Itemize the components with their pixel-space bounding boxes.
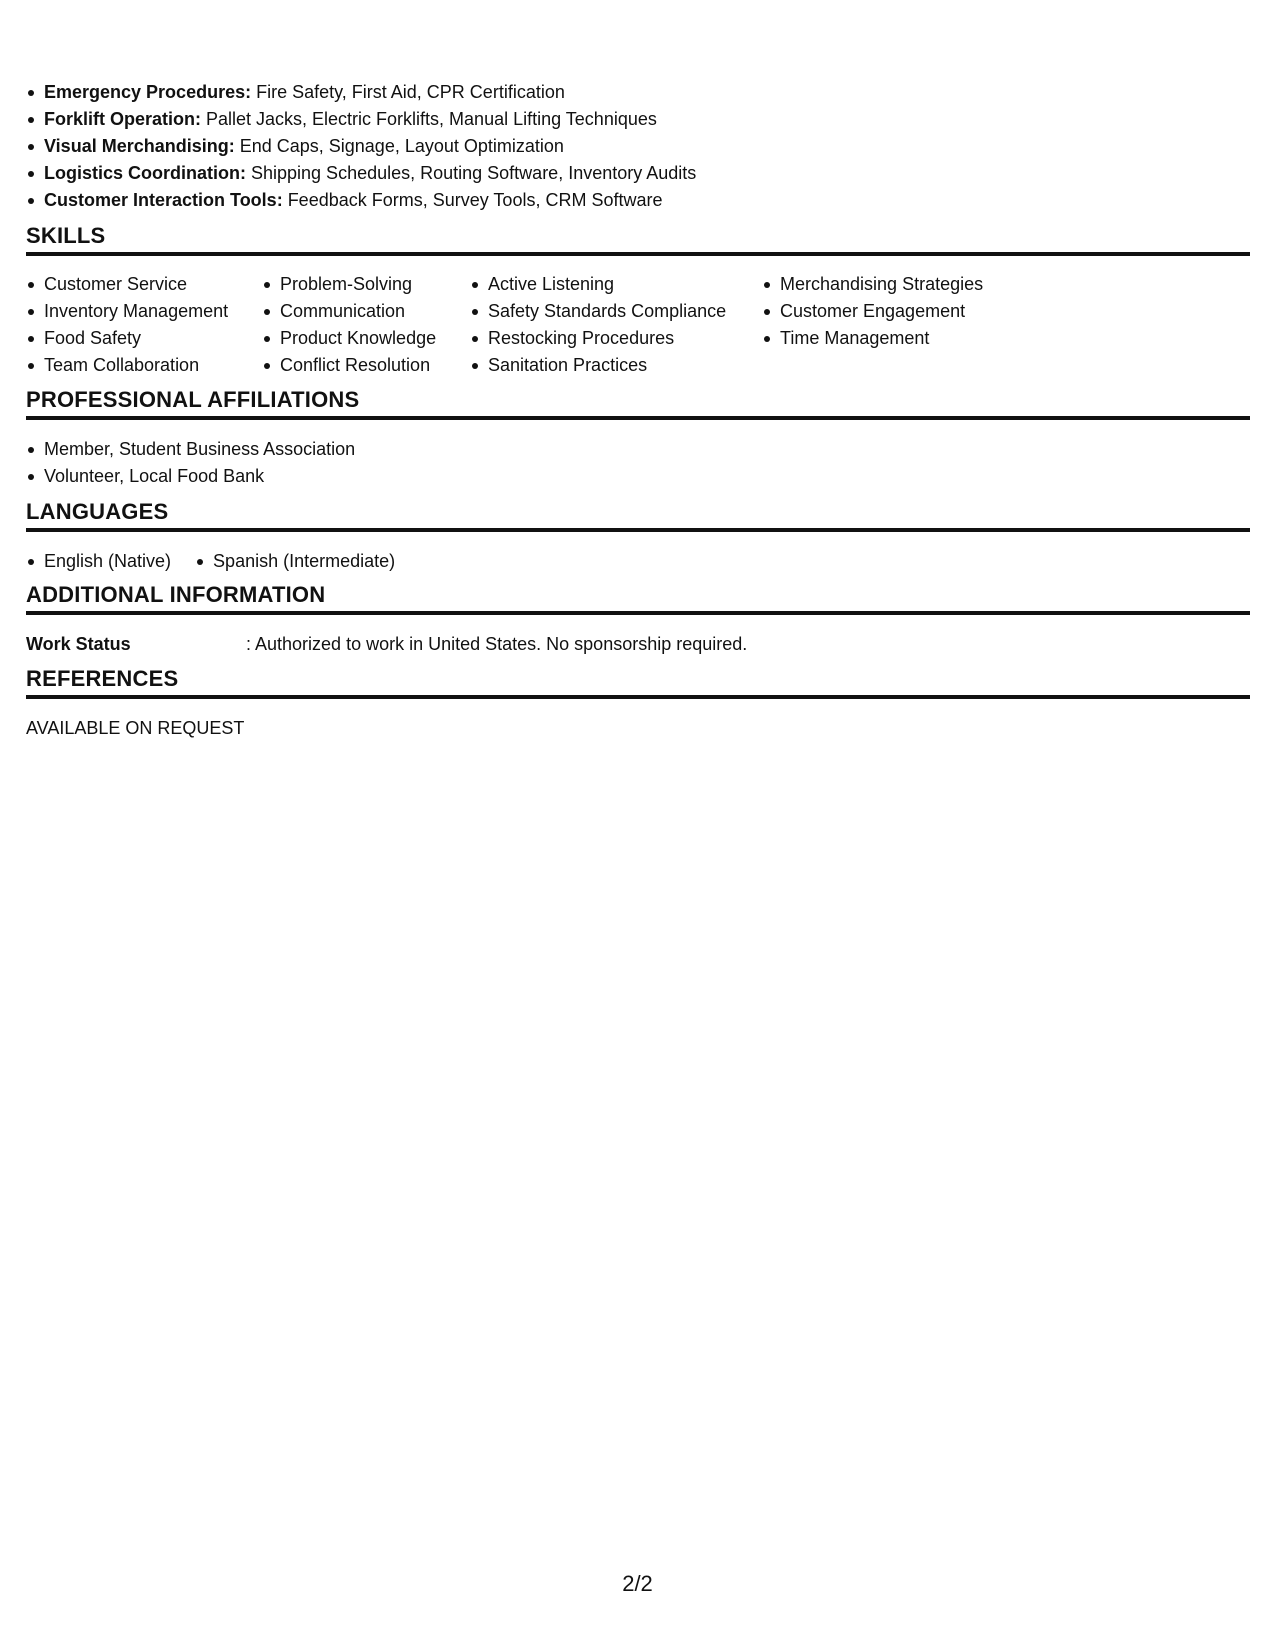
skills-column xyxy=(762,271,1042,379)
item-label: Logistics Coordination: xyxy=(44,163,246,183)
skill-item: Inventory Management xyxy=(26,298,262,325)
skill-item: Food Safety xyxy=(26,325,262,352)
list-item: English (Native) xyxy=(26,548,171,575)
list-item xyxy=(26,133,696,160)
skills-column xyxy=(262,271,470,379)
list-item xyxy=(26,160,696,187)
resume-page xyxy=(26,0,1250,1650)
affiliations-heading: PROFESSIONAL AFFILIATIONS xyxy=(26,386,1250,420)
item-text: Shipping Schedules, Routing Software, Inventory Audits xyxy=(246,163,697,183)
list-item xyxy=(26,79,696,106)
list-item: Member, Student Business Association xyxy=(26,436,355,463)
references-heading: REFERENCES xyxy=(26,665,1250,699)
skill-item: Restocking Procedures xyxy=(470,325,762,352)
page-number: 2/2 xyxy=(622,1571,653,1596)
languages-heading: LANGUAGES xyxy=(26,498,1250,532)
skill-item: Sanitation Practices xyxy=(470,352,762,379)
skill-item: Time Management xyxy=(762,325,1042,352)
languages-list xyxy=(26,548,419,575)
tools-list xyxy=(26,79,696,214)
work-status-label: Work Status xyxy=(26,634,131,654)
skill-item: Communication xyxy=(262,298,470,325)
list-item: Spanish (Intermediate) xyxy=(195,548,395,575)
item-label: Forklift Operation: xyxy=(44,109,201,129)
item-text: End Caps, Signage, Layout Optimization xyxy=(234,136,564,156)
item-text: Pallet Jacks, Electric Forklifts, Manual Lifting Techniques xyxy=(201,109,657,129)
skill-item: Merchandising Strategies xyxy=(762,271,1042,298)
skills-heading: SKILLS xyxy=(26,222,1250,256)
list-item xyxy=(26,106,696,133)
skill-item: Team Collaboration xyxy=(26,352,262,379)
skills-column xyxy=(26,271,262,379)
skill-item: Active Listening xyxy=(470,271,762,298)
list-item xyxy=(26,187,696,214)
item-label: Customer Interaction Tools: xyxy=(44,190,283,210)
skill-item: Problem-Solving xyxy=(262,271,470,298)
skill-item: Customer Engagement xyxy=(762,298,1042,325)
skill-item: Safety Standards Compliance xyxy=(470,298,762,325)
references-text: AVAILABLE ON REQUEST xyxy=(26,718,245,738)
skill-item: Product Knowledge xyxy=(262,325,470,352)
item-label: Visual Merchandising: xyxy=(44,136,235,156)
skill-item: Customer Service xyxy=(26,271,262,298)
work-status-value: : Authorized to work in United States. No sponsorship required. xyxy=(246,634,748,654)
list-item: Volunteer, Local Food Bank xyxy=(26,463,355,490)
item-text: Feedback Forms, Survey Tools, CRM Software xyxy=(282,190,663,210)
skills-grid xyxy=(26,271,1042,379)
item-text: Fire Safety, First Aid, CPR Certification xyxy=(251,82,565,102)
additional-info-heading: ADDITIONAL INFORMATION xyxy=(26,581,1250,615)
skill-item: Conflict Resolution xyxy=(262,352,470,379)
skills-column xyxy=(470,271,762,379)
item-label: Emergency Procedures: xyxy=(44,82,252,102)
affiliations-list xyxy=(26,436,355,490)
work-status-row xyxy=(26,631,747,658)
